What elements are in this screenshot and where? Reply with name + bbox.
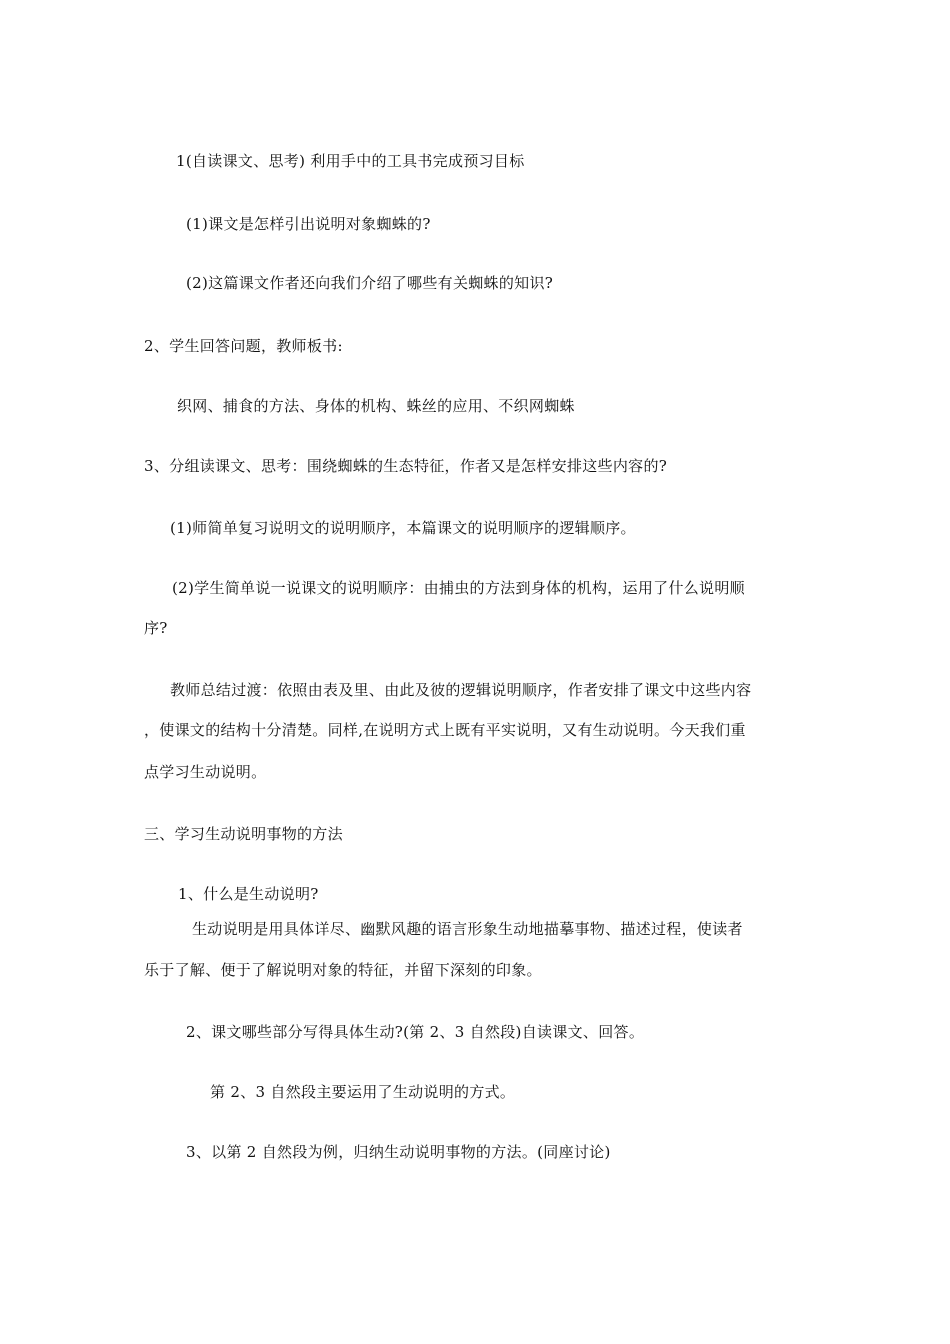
text-line: (1)师简单复习说明文的说明顺序，本篇课文的说明顺序的逻辑顺序。 [170, 519, 636, 537]
text-line: (2)这篇课文作者还向我们介绍了哪些有关蜘蛛的知识? [186, 274, 554, 292]
text-line: 织网、捕食的方法、身体的机构、蛛丝的应用、不织网蜘蛛 [177, 397, 575, 415]
text-line: (1)课文是怎样引出说明对象蜘蛛的? [186, 215, 431, 233]
text-line: 点学习生动说明。 [144, 763, 267, 781]
text-line: 3、以第 2 自然段为例，归纳生动说明事物的方法。(同座讨论) [186, 1143, 611, 1161]
text-line: 生动说明是用具体详尽、幽默风趣的语言形象生动地描摹事物、描述过程，使读者 [192, 920, 743, 938]
text-line: 2、学生回答问题，教师板书: [144, 337, 343, 355]
text-line: 1(自读课文、思考) 利用手中的工具书完成预习目标 [176, 152, 525, 170]
text-line: (2)学生简单说一说课文的说明顺序：由捕虫的方法到身体的机构，运用了什么说明顺 [172, 579, 745, 597]
text-line: 序? [144, 619, 168, 637]
text-line: 第 2、3 自然段主要运用了生动说明的方式。 [210, 1083, 516, 1101]
text-line: 教师总结过渡：依照由表及里、由此及彼的逻辑说明顺序，作者安排了课文中这些内容 [170, 681, 752, 699]
text-line: ，使课文的结构十分清楚。同样,在说明方式上既有平实说明，又有生动说明。今天我们重 [144, 721, 746, 739]
text-line: 2、课文哪些部分写得具体生动?(第 2、3 自然段)自读课文、回答。 [186, 1023, 645, 1041]
section-heading: 三、学习生动说明事物的方法 [144, 825, 343, 843]
text-line: 3、分组读课文、思考：围绕蜘蛛的生态特征，作者又是怎样安排这些内容的? [144, 457, 668, 475]
text-line: 1、什么是生动说明? [178, 885, 319, 903]
text-line: 乐于了解、便于了解说明对象的特征，并留下深刻的印象。 [144, 961, 542, 979]
